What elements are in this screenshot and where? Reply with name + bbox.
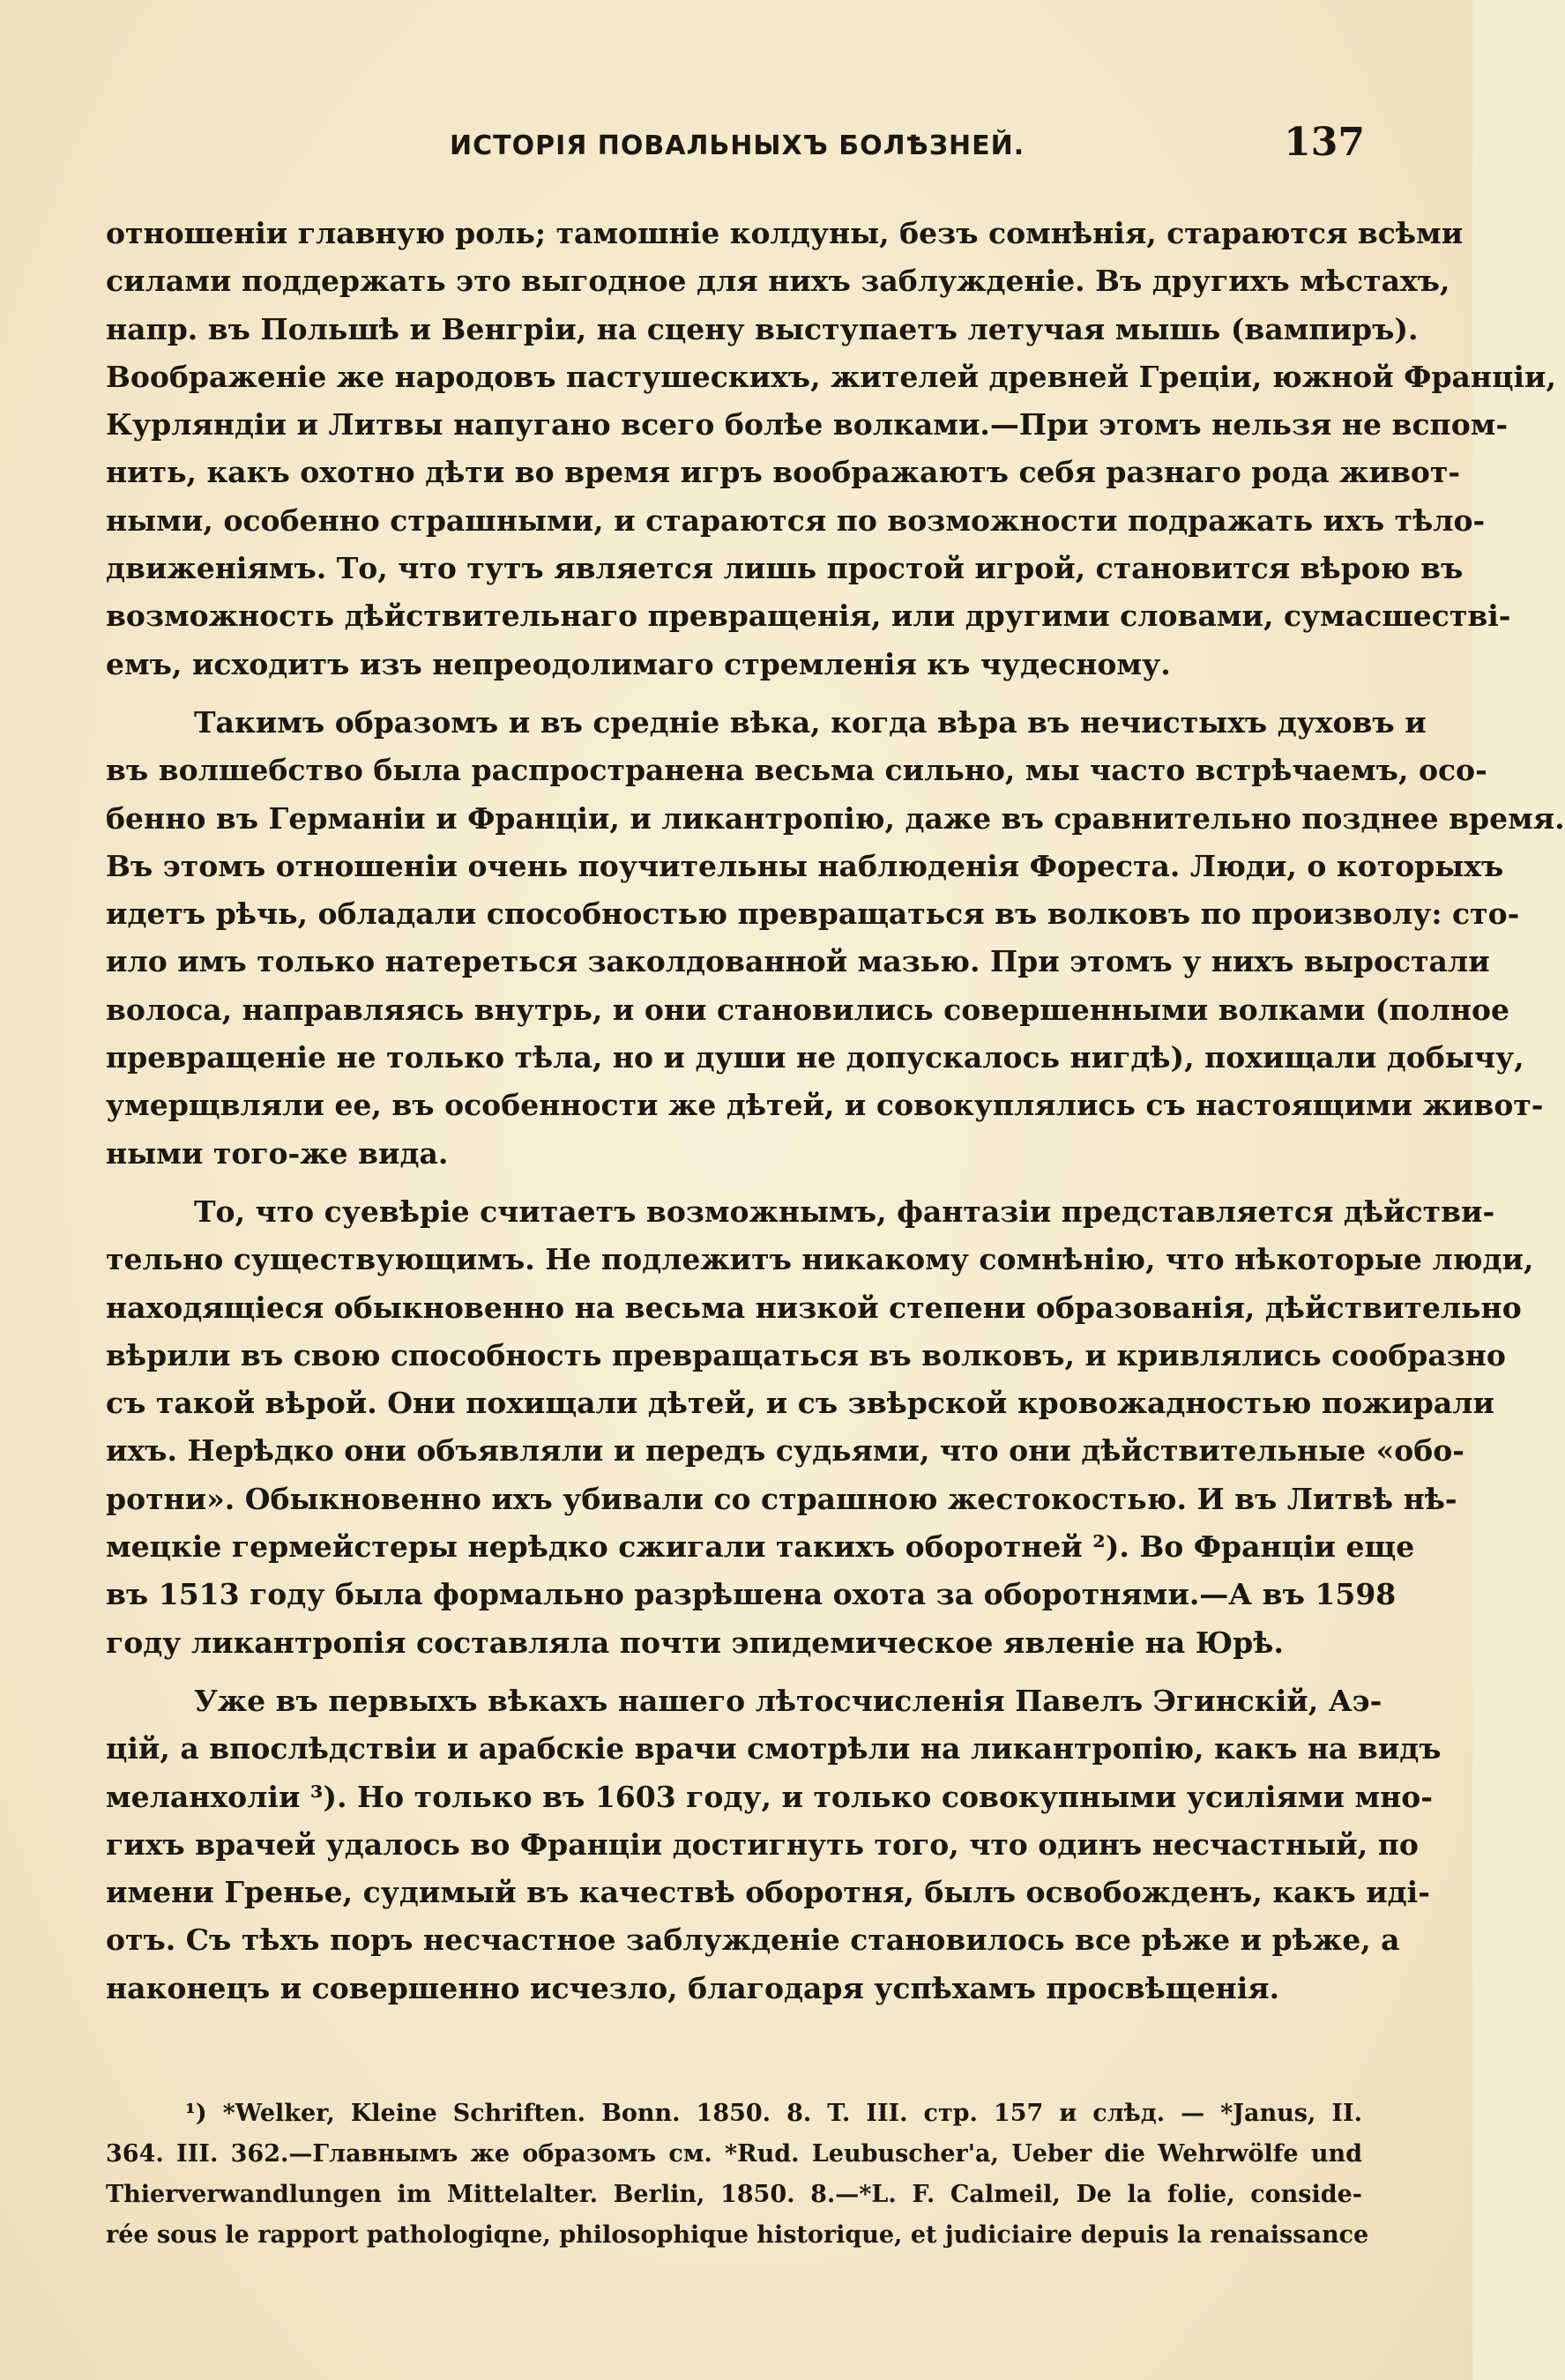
text-line: меланхоліи ³). Но только въ 1603 году, и только совокупными усиліями мно-	[106, 1779, 1433, 1814]
text-line: ными, особенно страшными, и стараются по возможности подражать ихъ тѣло-	[106, 502, 1486, 538]
text-line: возможность дѣйствительнаго превращенія, или другими словами, сумасшестві-	[106, 599, 1511, 634]
page-header	[106, 120, 1367, 176]
paragraph-gap	[106, 688, 1362, 699]
text-line: отъ. Съ тѣхъ поръ несчастное заблужденіе становилось все рѣже и рѣже, а	[106, 1923, 1400, 1958]
paragraph	[106, 210, 1556, 688]
paragraph	[106, 1188, 1534, 1667]
text-line: движеніямъ. То, что тутъ является лишь простой игрой, становится вѣрою въ	[106, 551, 1464, 586]
paragraph	[106, 699, 1565, 1178]
footnote-line: 364. III. 362.—Главнымъ же образомъ см. *Rud. Leubuscher'a, Ueber die Wehrwölfe und	[106, 2140, 1362, 2168]
text-line: умерщвляли ее, въ особенности же дѣтей, и совокуплялись съ настоящими живот-	[106, 1088, 1544, 1123]
text-line: Уже въ первыхъ вѣкахъ нашего лѣтосчисленія Павелъ Эгинскій, Аэ-	[194, 1683, 1382, 1718]
text-line: бенно въ Германіи и Франціи, и ликантропію, даже въ сравнительно позднее время.	[106, 800, 1565, 836]
text-line: въ волшебство была распространена весьма сильно, мы часто встрѣчаемъ, осо-	[106, 753, 1487, 788]
text-line: Въ этомъ отношеніи очень поучительны наблюденія Фореста. Люди, о которыхъ	[106, 848, 1504, 883]
text-line: ротни». Обыкновенно ихъ убивали со страшною жестокостью. И въ Литвѣ нѣ-	[106, 1481, 1457, 1516]
text-line: волоса, направляясь внутрь, и они становились совершенными волками (полное	[106, 992, 1510, 1027]
text-line: находящіеся обыкновенно на весьма низкой степени образованія, дѣйствительно	[106, 1290, 1522, 1325]
footnote-line: Thierverwandlungen im Mittelalter. Berlin, 1850. 8.—*L. F. Calmeil, De la folie, conside-	[106, 2181, 1362, 2208]
paragraph	[106, 1677, 1442, 2012]
running-head: ИСТОРІЯ ПОВАЛЬНЫХЪ БОЛѢЗНЕЙ.	[450, 130, 1025, 161]
text-line: въ 1513 году была формально разрѣшена охота за оборотнями.—А въ 1598	[106, 1577, 1397, 1612]
text-line: имени Гренье, судимый въ качествѣ оборотня, былъ освобожденъ, какъ иді-	[106, 1875, 1430, 1910]
text-line: ихъ. Нерѣдко они объявляли и передъ судьями, что они дѣйствительные «обо-	[106, 1433, 1464, 1469]
body-text	[106, 210, 1565, 2012]
text-line: гихъ врачей удалось во Франціи достигнуть того, что одинъ несчастный, по	[106, 1826, 1419, 1862]
text-line: отношеніи главную роль; тамошніе колдуны, безъ сомнѣнія, стараются всѣми	[106, 216, 1464, 250]
text-line: Такимъ образомъ и въ средніе вѣка, когда вѣра въ нечистыхъ духовъ и	[194, 704, 1427, 740]
page-number: 137	[1284, 120, 1365, 165]
text-line: году ликантропія составляла почти эпидемическое явленіе на Юрѣ.	[106, 1625, 1284, 1660]
text-line: силами поддержать это выгодное для нихъ заблужденіе. Въ другихъ мѣстахъ,	[106, 264, 1450, 299]
text-line: Курляндіи и Литвы напугано всего болѣе волками.—При этомъ нельзя не вспом-	[106, 407, 1509, 443]
text-line: Воображеніе же народовъ пастушескихъ, жителей древней Греціи, южной Франціи,	[106, 359, 1556, 394]
text-line: ило имъ только натереться заколдованной мазью. При этомъ у нихъ выростали	[106, 944, 1490, 979]
text-line: вѣрили въ свою способность превращаться въ волковъ, и кривлялись сообразно	[106, 1337, 1506, 1372]
paragraph-gap	[106, 1178, 1362, 1188]
text-line: нить, какъ охотно дѣти во время игръ воображаютъ себя разнаго рода живот-	[106, 455, 1461, 490]
paragraph-gap	[106, 1667, 1362, 1677]
text-line: цій, а впослѣдствіи и арабскіе врачи смотрѣли на ликантропію, какъ на видъ	[106, 1731, 1442, 1766]
text-line: мецкіе гермейстеры нерѣдко сжигали такихъ оборотней ²). Во Франціи еще	[106, 1529, 1415, 1565]
text-line: идетъ рѣчь, обладали способностью превращаться въ волковъ по произволу: сто-	[106, 896, 1520, 932]
text-line: ными того-же вида.	[106, 1135, 449, 1171]
text-line: наконецъ и совершенно исчезло, благодаря успѣхамъ просвѣщенія.	[106, 1970, 1280, 2005]
text-line: превращеніе не только тѣла, но и души не допускалось нигдѣ), похищали добычу,	[106, 1040, 1524, 1075]
text-line: тельно существующимъ. Не подлежитъ никакому сомнѣнію, что нѣкоторые люди,	[106, 1242, 1534, 1277]
footnote-line: ¹) *Welker, Kleine Schriften. Bonn. 1850. 8. T. III. стр. 157 и слѣд. — *Janus, II.	[185, 2100, 1362, 2127]
text-line: То, что суевѣріе считаетъ возможнымъ, фантазіи представляется дѣйстви-	[194, 1194, 1495, 1229]
text-line: съ такой вѣрой. Они похищали дѣтей, и съ звѣрской кровожадностью пожирали	[106, 1386, 1494, 1421]
footnotes	[106, 2094, 1369, 2256]
text-line: емъ, исходитъ изъ непреодолимаго стремленія къ чудесному.	[106, 646, 1171, 681]
footnote-line: rée sous le rapport pathologiqne, philosophique historique, et judiciaire depuis la renaissance	[106, 2221, 1369, 2249]
text-line: напр. въ Польшѣ и Венгріи, на сцену выступаетъ летучая мышь (вампиръ).	[106, 311, 1419, 346]
